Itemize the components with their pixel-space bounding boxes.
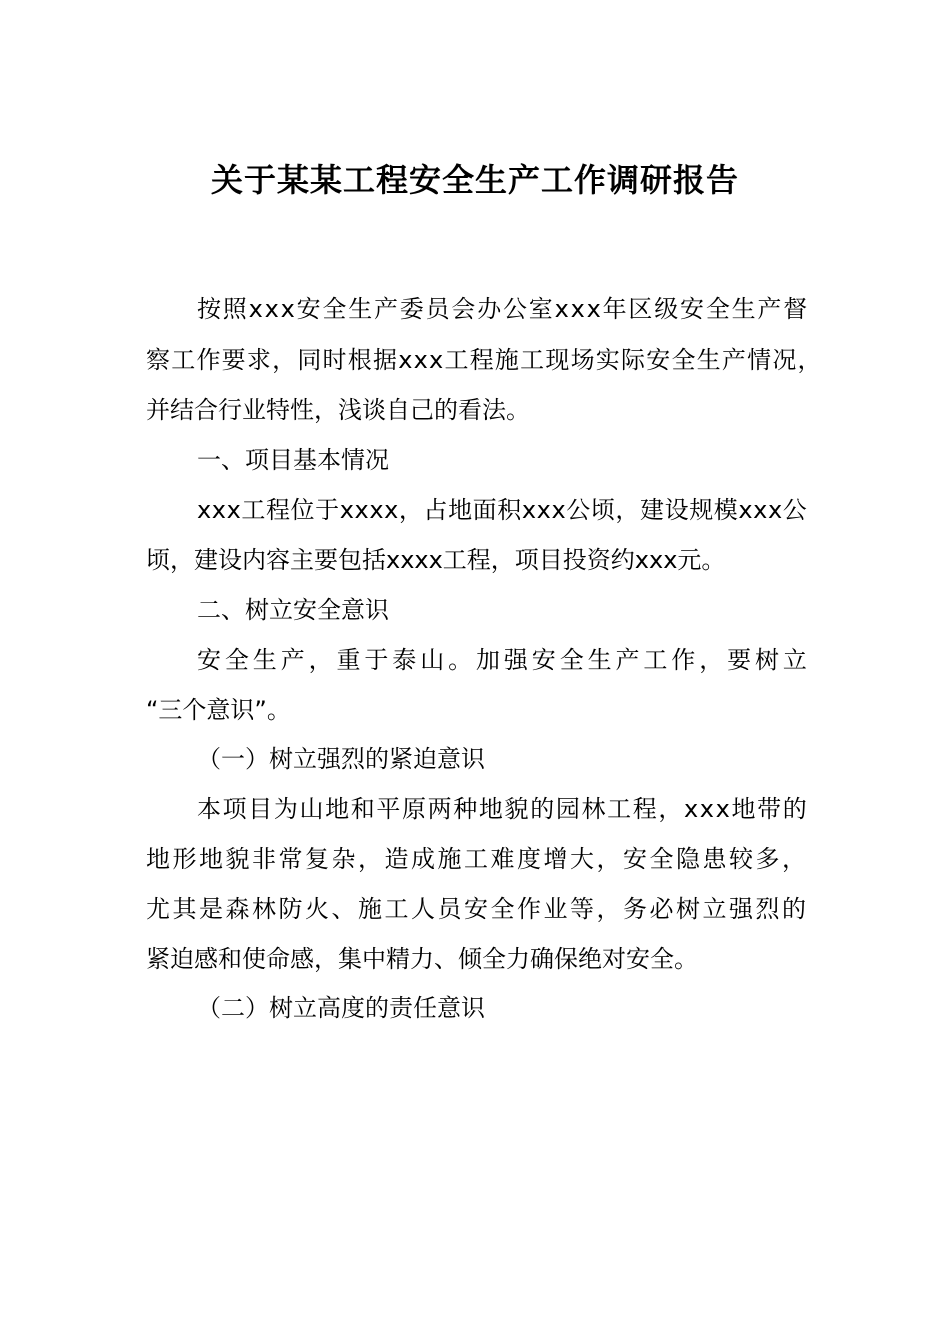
paragraph-line: “三个意识”。 bbox=[146, 696, 291, 724]
document-title: 关于某某工程安全生产工作调研报告 bbox=[210, 161, 739, 199]
paragraph-line: 察工作要求，同时根据xxx工程施工现场实际安全生产情况， bbox=[146, 346, 823, 374]
paragraph-line: 安全生产，重于泰山。加强安全生产工作，要树立 bbox=[197, 646, 811, 674]
section-heading: 二、树立安全意识 bbox=[197, 596, 389, 624]
subsection-heading: （二）树立高度的责任意识 bbox=[197, 994, 485, 1022]
paragraph-line: 按照xxx安全生产委员会办公室xxx年区级安全生产督 bbox=[197, 295, 810, 323]
paragraph-line: 紧迫感和使命感，集中精力、倾全力确保绝对安全。 bbox=[146, 945, 698, 973]
section-heading: 一、项目基本情况 bbox=[197, 446, 389, 474]
paragraph-line: xxx工程位于xxxx，占地面积xxx公顷，建设规模xxx公 bbox=[197, 496, 808, 524]
paragraph-line: 并结合行业特性，浅谈自己的看法。 bbox=[146, 396, 530, 424]
paragraph-line: 本项目为山地和平原两种地貌的园林工程，xxx地带的 bbox=[197, 795, 809, 823]
paragraph-line: 地形地貌非常复杂，造成施工难度增大，安全隐患较多， bbox=[146, 845, 809, 873]
paragraph-line: 尤其是森林防火、施工人员安全作业等，务必树立强烈的 bbox=[146, 895, 809, 923]
paragraph-line: 顷，建设内容主要包括xxxx工程，项目投资约xxx元。 bbox=[146, 546, 726, 574]
subsection-heading: （一）树立强烈的紧迫意识 bbox=[197, 745, 485, 773]
